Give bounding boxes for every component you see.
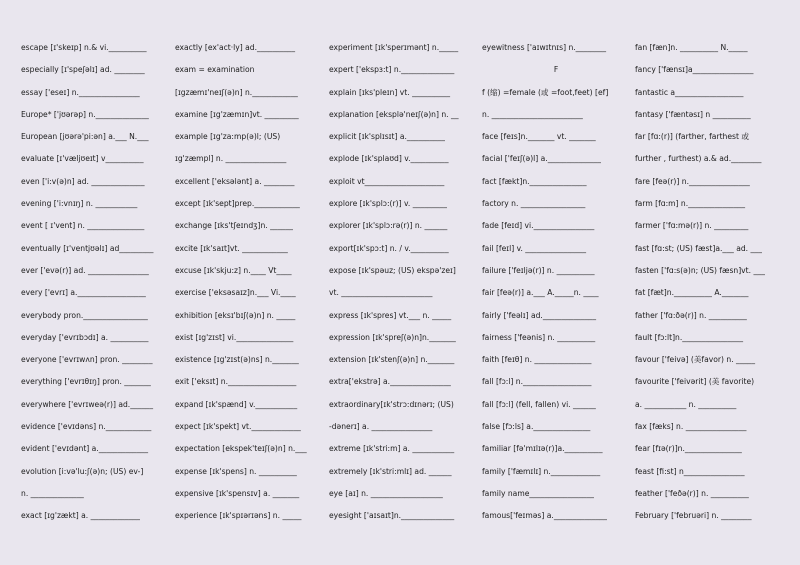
vocab-entry-continuation: a. ___________ n. __________ bbox=[635, 399, 737, 409]
vocab-entry: fairness ['feənis] n. __________ bbox=[482, 332, 596, 342]
vocab-entry: example [ɪg'za:mp(ə)l; (US) bbox=[175, 132, 281, 142]
vocab-entry: export[ɪk'spɔ:t] n. / v.__________ bbox=[329, 243, 449, 253]
vocab-entry: exchange [ɪks'tʃeɪndʒ]n. ______ bbox=[175, 221, 293, 231]
vocab-entry: fail [feɪl] v. ________________ bbox=[482, 243, 587, 253]
vocab-entry: fan [fæn]n. __________ N._____ bbox=[635, 43, 748, 52]
vocab-entry: explorer [ɪk'splɔ:rə(r)] n. ______ bbox=[329, 221, 448, 231]
vocab-entry: expand [ɪk'spænd] v.___________ bbox=[175, 399, 298, 409]
vocab-entry: fact [fækt]n._______________ bbox=[482, 176, 587, 186]
vocab-entry: farmer ['fɑ:mə(r)] n. _________ bbox=[635, 221, 749, 231]
vocab-entry: father ['fɑ:ðə(r)] n. __________ bbox=[635, 310, 747, 320]
vocab-entry: exhibition [eksɪ'bɪʃ(ə)n] n. _____ bbox=[175, 310, 296, 320]
vocab-entry: explicit [ɪk'splɪsɪt] a.__________ bbox=[329, 132, 445, 142]
vocab-entry: famous['feɪməs] a.______________ bbox=[482, 511, 607, 521]
vocab-entry: everybody pron._________________ bbox=[21, 310, 148, 320]
vocab-entry: evaluate [ɪ'væljʊeɪt] v__________ bbox=[21, 154, 144, 164]
vocab-entry: extension [ɪk'stenʃ(ə)n] n._______ bbox=[329, 355, 455, 365]
vocab-entry: exact [ɪg'zækt] a. _____________ bbox=[21, 511, 140, 521]
vocab-entry-continuation: -dənerɪ] a. ________________ bbox=[329, 422, 433, 432]
vocab-entry: expense [ɪk'spens] n. __________ bbox=[175, 466, 297, 476]
vocab-entry: exam = examination bbox=[175, 65, 255, 75]
vocab-entry: essay ['eseɪ] n.________________ bbox=[21, 87, 140, 97]
vocab-entry-continuation: [ɪgzæmɪ'neɪʃ(ə)n] n.____________ bbox=[175, 87, 298, 97]
vocab-entry: expression [ɪk'spreʃ(ə)n]n._______ bbox=[329, 332, 456, 342]
vocab-entry: factory n. _________________ bbox=[482, 199, 586, 209]
vocab-entry: favour ['feivə] (美favor) n. _____ bbox=[635, 355, 756, 365]
vocab-entry: fat [fæt]n.__________ A._______ bbox=[635, 288, 749, 298]
vocab-entry: fare [feə(r)] n.________________ bbox=[635, 176, 750, 186]
vocab-entry: excuse [ɪk'skju:z] n.____ Vt____ bbox=[175, 265, 292, 275]
vocab-entry: experiment [ɪk'sperɪmənt] n._____ bbox=[329, 43, 459, 52]
vocab-entry: exploit vt_____________________ bbox=[329, 176, 445, 186]
vocab-entry: familiar [fə'mɪlɪə(r)]a.__________ bbox=[482, 444, 603, 454]
vocab-entry: event [ ɪ'vent] n. _______________ bbox=[21, 221, 145, 231]
vocab-entry: experience [ɪk'spɪərɪəns] n. _____ bbox=[175, 511, 302, 521]
vocab-entry: exist [ɪg'zɪst] vi._______________ bbox=[175, 332, 294, 342]
vocab-entry: expectation [ekspek'teɪʃ(ə)n] n.___ bbox=[175, 444, 307, 454]
vocab-entry: Europe* ['jʊərəp] n.______________ bbox=[21, 109, 149, 119]
vocab-entry: fair [feə(r)] a.___ A._____n. ____ bbox=[482, 288, 599, 298]
vocab-entry: f (缩) =female (或 =foot,feet) [ef] bbox=[482, 87, 609, 97]
vocab-entry: explode [ɪk'splaʊd] v.__________ bbox=[329, 154, 449, 164]
vocab-entry: examine [ɪg'zæmɪn]vt. _________ bbox=[175, 109, 299, 119]
vocab-entry: family name_________________ bbox=[482, 488, 594, 498]
word-column-4 bbox=[482, 39, 630, 530]
vocab-entry: fast [fɑ:st; (US) fæst]a.___ ad. ___ bbox=[635, 243, 762, 253]
vocab-entry: existence [ɪg'zɪst(ə)ns] n._______ bbox=[175, 355, 299, 365]
vocab-entry: expert ['ekspɜ:t] n.______________ bbox=[329, 65, 455, 75]
vocab-entry: even ['i:v(ə)n] ad. ______________ bbox=[21, 176, 145, 186]
vocab-entry: favourite ['feivərit] (美 favorite) bbox=[635, 377, 755, 387]
vocab-entry: escape [ɪ'skeɪp] n.& vi.__________ bbox=[21, 43, 147, 52]
vocab-entry: evidence ['evɪdəns] n.____________ bbox=[21, 422, 152, 432]
vocab-entry: exit ['eksɪt] n.__________________ bbox=[175, 377, 297, 387]
vocab-entry: eye [aɪ] n. ___________________ bbox=[329, 488, 443, 498]
vocab-entry: farm [fɑ:m] n._______________ bbox=[635, 199, 746, 209]
vocab-entry: extra['ekstrə] a.________________ bbox=[329, 377, 451, 387]
vocab-entry: fall [fɔ:l] (fell, fallen) vi. ______ bbox=[482, 399, 596, 409]
vocab-entry: European [jʊərə'pi:ən] a.___ N.___ bbox=[21, 132, 149, 142]
vocab-entry: eyesight ['aɪsaɪt]n.______________ bbox=[329, 511, 455, 521]
word-column-5 bbox=[635, 39, 785, 530]
vocab-entry: fall [fɔ:l] n.__________________ bbox=[482, 377, 592, 387]
vocab-entry: fax [fæks] n. ________________ bbox=[635, 422, 747, 432]
vocab-entry: face [feɪs]n._______ vt. _______ bbox=[482, 132, 596, 142]
vocab-entry: evident ['evɪdənt] a._____________ bbox=[21, 444, 149, 454]
section-letter-heading: F bbox=[553, 65, 559, 75]
vocab-entry: explore [ɪk'splɔ:(r)] v. _________ bbox=[329, 199, 447, 209]
vocab-entry: feast [fi:st] n________________ bbox=[635, 466, 745, 476]
vocab-entry: February ['februəri] n. ________ bbox=[635, 511, 752, 521]
vocab-entry: explanation [eksplə'neɪʃ(ə)n] n. __ bbox=[329, 109, 459, 119]
vocab-entry: expose [ɪk'spəuz; (US) ekspə'zeɪ] bbox=[329, 265, 456, 275]
vocab-entry: excellent ['eksələnt] a. ________ bbox=[175, 176, 295, 186]
word-column-1 bbox=[21, 39, 169, 530]
vocab-entry: excite [ɪk'saɪt]vt. ____________ bbox=[175, 243, 288, 253]
vocab-entry: explain [ɪks'pleɪn] vt. __________ bbox=[329, 87, 451, 97]
vocab-entry: except [ɪk'sept]prep.____________ bbox=[175, 199, 300, 209]
vocab-entry-continuation: further , furthest) a.& ad.________ bbox=[635, 154, 762, 164]
vocab-entry: evolution [i:və'lu:ʃ(ə)n; (US) ev-] bbox=[21, 466, 144, 476]
vocab-entry: false [fɔ:ls] a._______________ bbox=[482, 422, 591, 432]
vocab-entry: failure ['feɪljə(r)] n. __________ bbox=[482, 265, 595, 275]
word-column-3 bbox=[329, 39, 477, 530]
vocab-entry: fairly ['feəlɪ] ad.______________ bbox=[482, 310, 596, 320]
vocab-entry: eyewitness ['aɪwɪtnɪs] n.________ bbox=[482, 43, 607, 52]
vocab-entry: express [ɪk'spres] vt.___ n. _____ bbox=[329, 310, 452, 320]
vocab-entry: faith [feɪθ] n. _______________ bbox=[482, 355, 592, 365]
vocab-entry-continuation: ɪg'zæmpl] n. ________________ bbox=[175, 154, 287, 164]
vocab-entry: everywhere ['evrɪweə(r)] ad.______ bbox=[21, 399, 153, 409]
vocab-entry: exercise ['eksəsaɪz]n.___ Vi.____ bbox=[175, 288, 296, 298]
vocab-entry: especially [ɪ'speʃəlɪ] ad. ________ bbox=[21, 65, 145, 75]
vocab-entry: exactly [ex'act·ly] ad.__________ bbox=[175, 43, 295, 52]
word-column-2 bbox=[175, 39, 325, 530]
vocab-entry: ever ['evə(r)] ad. ________________ bbox=[21, 265, 149, 275]
vocab-entry: fasten ['fɑ:s(ə)n; (US) fæsn]vt. ___ bbox=[635, 265, 765, 275]
vocab-entry: everyday ['evrɪbɔdɪ] a. __________ bbox=[21, 332, 149, 342]
vocab-entry: expensive [ɪk'spensɪv] a. _______ bbox=[175, 488, 300, 498]
vocab-entry: extraordinary[ɪk'strɔ:dɪnərɪ; (US) bbox=[329, 399, 454, 409]
vocab-entry: every ['evrɪ] a.__________________ bbox=[21, 288, 146, 298]
vocab-entry-continuation: n. ______________ bbox=[21, 488, 84, 498]
vocab-entry: extremely [ɪk'stri:mlɪ] ad. ______ bbox=[329, 466, 452, 476]
vocab-entry: fear [fɪə(r)]n._______________ bbox=[635, 444, 742, 454]
vocab-entry-continuation: n. ________________________ bbox=[482, 109, 583, 119]
vocab-entry: facial ['feɪʃ(ə)l] a.______________ bbox=[482, 154, 601, 164]
vocab-entry: fault [fɔ:lt]n.________________ bbox=[635, 332, 744, 342]
vocab-entry: expect [ɪk'spekt] vt._____________ bbox=[175, 422, 301, 432]
vocab-entry: fade [feɪd] vi.________________ bbox=[482, 221, 595, 231]
vocab-entry: far [fɑ:(r)] (farther, farthest 或 bbox=[635, 132, 749, 142]
vocab-entry-continuation: vt. ________________________ bbox=[329, 288, 433, 298]
vocab-entry: everything ['evrɪθɪŋ] pron. _______ bbox=[21, 377, 151, 387]
vocab-entry: evening ['i:vnɪŋ] n. ___________ bbox=[21, 199, 138, 209]
vocab-entry: fancy ['fænsɪ]a________________ bbox=[635, 65, 754, 75]
vocab-entry: everyone ['evrɪwʌn] pron. ________ bbox=[21, 355, 153, 365]
vocab-entry: fantastic a__________________ bbox=[635, 87, 744, 97]
vocab-entry: extreme [ɪk'stri:m] a. ___________ bbox=[329, 444, 455, 454]
vocab-entry: fantasy ['fæntəsɪ] n __________ bbox=[635, 109, 751, 119]
vocab-entry: eventually [ɪ'ventjʊəlɪ] ad_________ bbox=[21, 243, 154, 253]
vocab-entry: feather ['feðə(r)] n. __________ bbox=[635, 488, 749, 498]
vocab-entry: family ['fæmɪlɪ] n._____________ bbox=[482, 466, 601, 476]
